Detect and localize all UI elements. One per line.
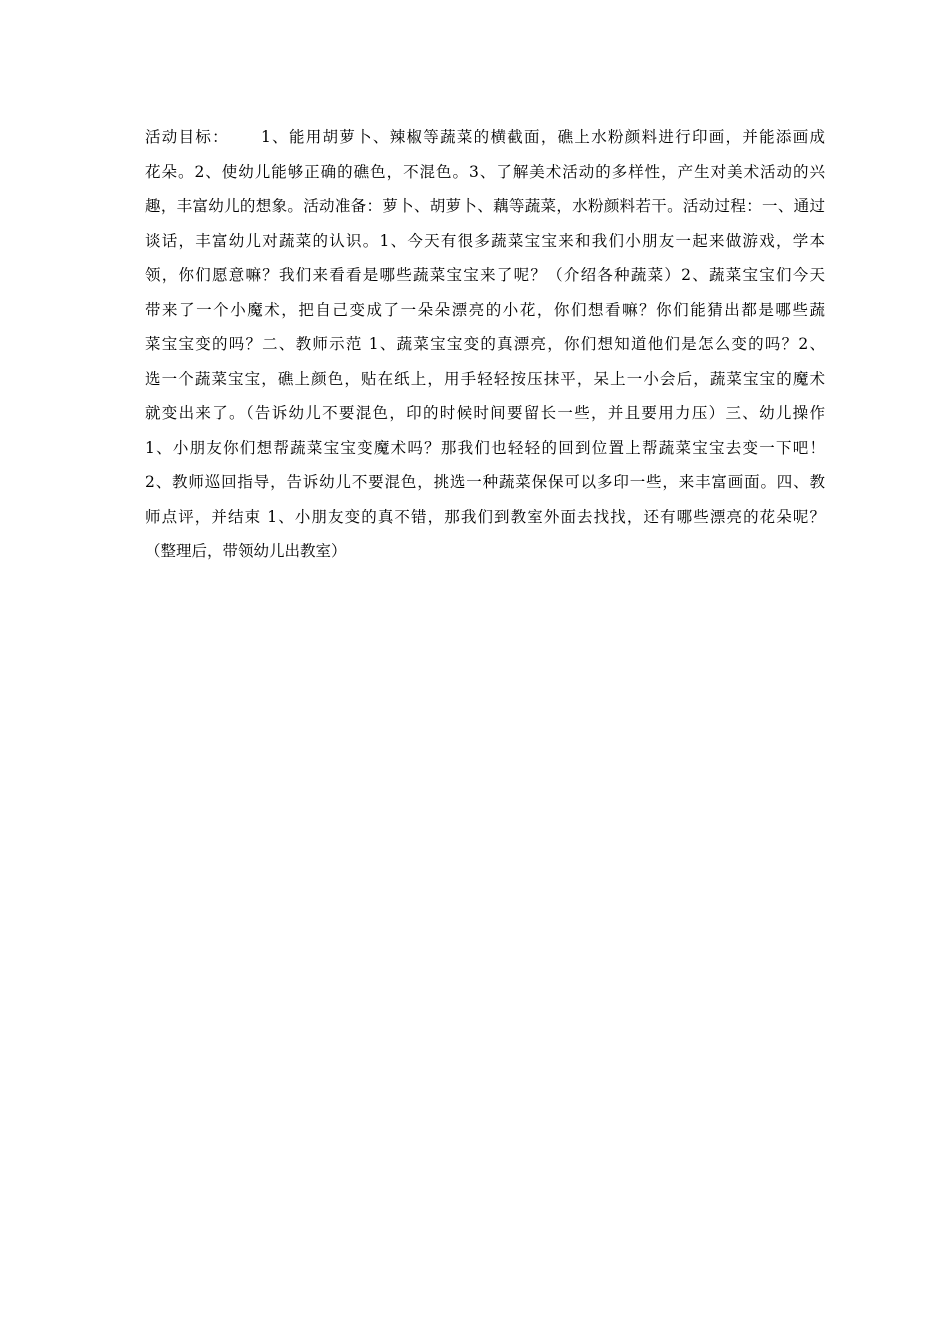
text-line: 带来了一个小魔术，把自己变成了一朵朵漂亮的小花，你们想看嘛？你们能猜出都是哪些蔬 — [145, 300, 825, 319]
text-line: 2、教师巡回指导，告诉幼儿不要混色，挑选一种蔬菜保保可以多印一些，来丰富画面。四、教 — [145, 473, 825, 491]
text-line: 菜宝宝变的吗？二、教师示范 1、蔬菜宝宝变的真漂亮，你们想知道他们是怎么变的吗？2、 — [145, 335, 825, 353]
text-line: 活动目标： 1、能用胡萝卜、辣椒等蔬菜的横截面，礁上水粉颜料进行印画，并能添画成 — [145, 128, 825, 146]
text-line: 花朵。2、使幼儿能够正确的礁色，不混色。3、了解美术活动的多样性，产生对美术活动的兴 — [145, 162, 825, 181]
text-line: 1、小朋友你们想帮蔬菜宝宝变魔术吗？那我们也轻轻的回到位置上帮蔬菜宝宝去变一下吧！ — [145, 438, 825, 457]
text-line: 领，你们愿意嘛？我们来看看是哪些蔬菜宝宝来了呢？（介绍各种蔬菜）2、蔬菜宝宝们今天 — [145, 266, 825, 284]
text-line: （整理后，带领幼儿出教室） — [145, 542, 347, 560]
text-line: 选一个蔬菜宝宝，礁上颜色，贴在纸上，用手轻轻按压抹平，呆上一小会后，蔬菜宝宝的魔术 — [145, 369, 825, 388]
text-line: 师点评，并结束 1、小朋友变的真不错，那我们到教室外面去找找，还有哪些漂亮的花朵呢？ — [145, 507, 825, 526]
text-line: 谈话，丰富幼儿对蔬菜的认识。1、今天有很多蔬菜宝宝来和我们小朋友一起来做游戏，学本 — [145, 231, 825, 250]
text-line: 就变出来了。（告诉幼儿不要混色，印的时候时间要留长一些，并且要用力压）三、幼儿操作 — [145, 404, 825, 422]
text-line: 趣，丰富幼儿的想象。活动准备：萝卜、胡萝卜、藕等蔬菜，水粉颜料若干。活动过程：一、通过 — [145, 197, 825, 215]
document-body — [145, 120, 825, 569]
